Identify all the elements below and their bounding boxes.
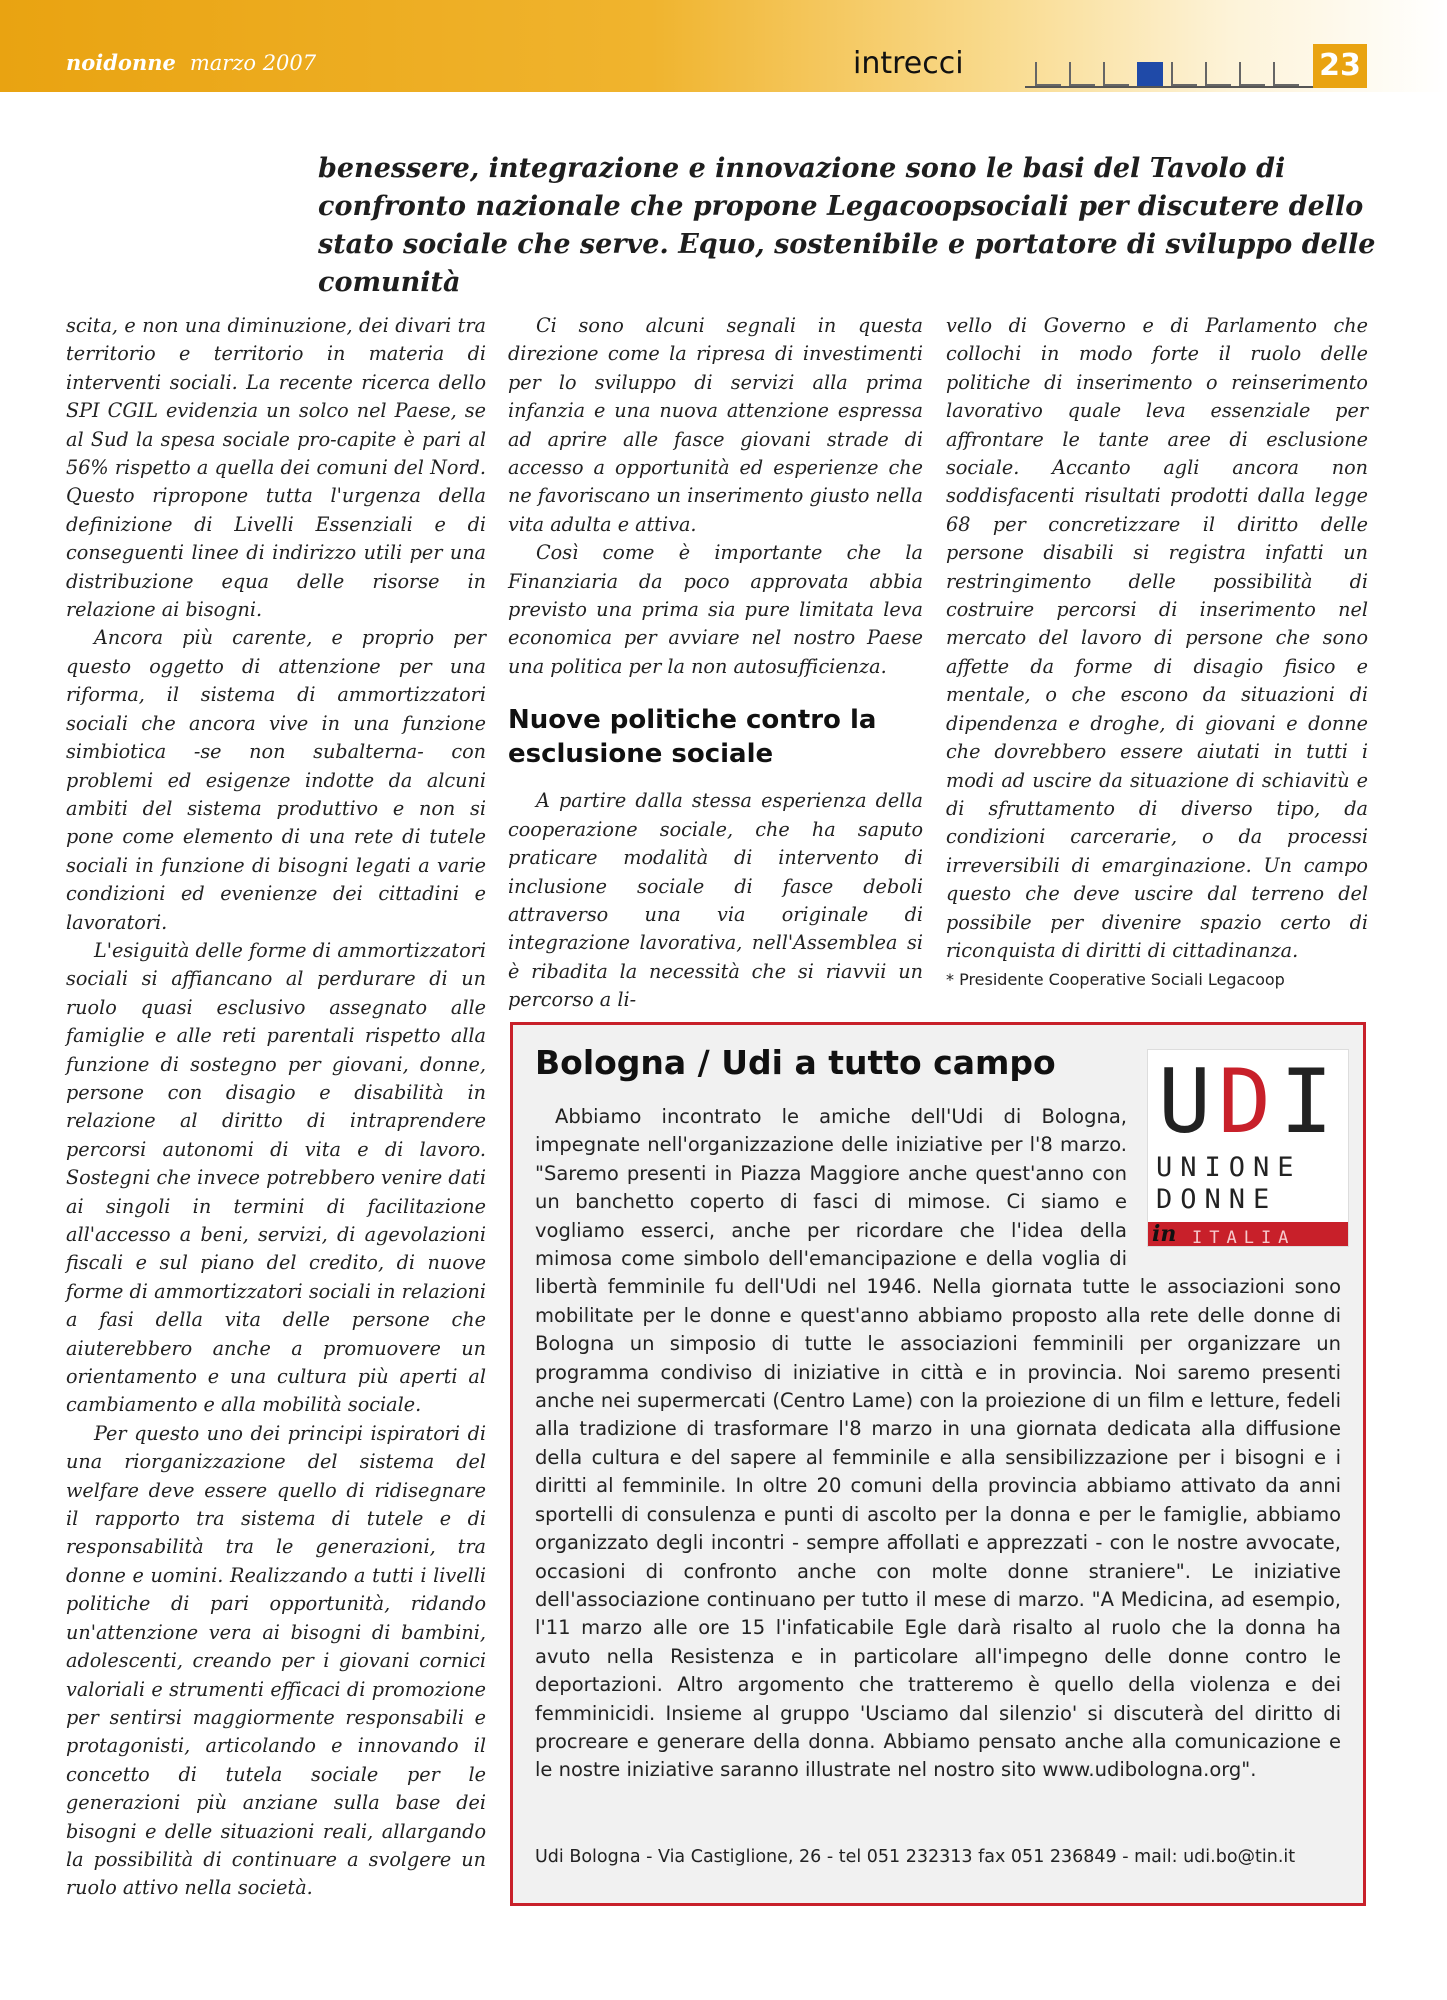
logo-letter-u: U bbox=[1158, 1050, 1211, 1153]
box-paragraph: Abbiamo incontrato le amiche dell'Udi di Bologna, impegnate nell'organizzazione delle iniziative per l'8 marzo. "Saremo presenti in Piazza Maggiore anche quest'anno con un banchetto coperto di fasci di mimose. Ci siamo e vogliamo esserci, anche per ricordare che l'idea della mimosa come simbolo dell'emancipazione e della voglia di libertà femminile fu dell'Udi nel 1946. Nella giornata tutte le associazioni sono mobilitate per le donne e quest'anno abbiamo proposto alla rete delle donne di Bologna un simposio di tutte le associazioni femminili per organizzare un programma condiviso di iniziative in città e in provincia. Noi saremo presenti anche nei supermercati (Centro Lame) con la proiezione di un film e letture, fedeli alla tradizione di trasformare l'8 marzo in una giornata dedicata alla diffusione della cultura e del sapere al femminile e alla sensibilizzazione per i bisogni e i diritti al femminile. In oltre 20 comuni della provincia abbiamo attivato da anni sportelli di consulenza e punti di ascolto per la donna e per le famiglie, abbiamo organizzato degli incontri - sempre affollati e apprezzati - con le nostre avvocate, occasioni di confronto anche con molte donne straniere". Le iniziative dell'associazione continuano per tutto il mese di marzo. "A Medicina, ad esempio, l'11 marzo alle ore 15 l'infaticabile Egle darà risalto al ruolo che la donna ha avuto nella Resistenza e in particolare all'impegno delle donne contro le deportazioni. Altro argomento che tratteremo è quello della violenza e dei femminicidi. Insieme al gruppo 'Usciamo dal silenzio' si discuterà del diritto di procreare e generare della donna. Abbiamo pensato anche alla comunicazione e le nostre iniziative saranno illustrate nel nostro sito www.udibologna.org". bbox=[535, 1105, 1341, 1782]
udi-logo-icon bbox=[1147, 1049, 1349, 1247]
indicator-box-active bbox=[1137, 62, 1163, 86]
logo-word-unione: UNIONE bbox=[1156, 1152, 1302, 1183]
logo-letter-d: D bbox=[1218, 1050, 1271, 1153]
indicator-rule bbox=[1025, 86, 1315, 88]
magazine-masthead bbox=[66, 50, 316, 75]
header-band bbox=[0, 0, 1447, 92]
paragraph: Così come è importante che la Finanziaria da poco approvata abbia previsto una prima sia pure limitata leva economica per avviare nel nostro Paese una politica per la non autosufficienza. bbox=[508, 541, 923, 678]
logo-word-donne: DONNE bbox=[1156, 1184, 1278, 1215]
paragraph: A partire dalla stessa esperienza della cooperazione sociale, che ha saputo praticare modalità di intervento di inclusione sociale di fasce deboli attraverso una via originale di integrazione lavorativa, nell'Assemblea si è ribadita la necessità che si riavvii un percorso a li- bbox=[508, 789, 923, 1012]
sidebar-box-udi-bologna bbox=[510, 1022, 1366, 1906]
article-column-2 bbox=[508, 312, 923, 1015]
indicator-box bbox=[1171, 62, 1197, 86]
paragraph: vello di Governo e di Parlamento che collochi in modo forte il ruolo delle politiche di inserimento o reinserimento lavorativo quale leva essenziale per affrontare le tante aree di esclusione sociale. Accanto agli ancora non soddisfacenti risultati prodotti dalla legge 68 per concretizzare il diritto delle persone disabili si registra infatti un restringimento delle possibilità di costruire percorsi di inserimento nel mercato del lavoro di persone che sono affette da forme di disagio fisico e mentale, o che escono da situazioni di dipendenza e droghe, di giovani e donne che dovrebbero essere aiutati in tutti i modi ad uscire da situazione di schiavitù e di sfruttamento di diverso tipo, da condizioni carcerarie, o da processi irreversibili di emarginazione. Un campo questo che deve uscire dal terreno del possibile per divenire spazio certo di riconquista di diritti di cittadinanza. bbox=[946, 314, 1368, 962]
paragraph: Per questo uno dei principi ispiratori di una riorganizzazione del sistema del welfare deve essere quello di ridisegnare il rapporto tra sistema di tutele e di responsabilità tra le generazioni, tra donne e uomini. Realizzando a tutti i livelli politiche di pari opportunità, ridando un'attenzione vera ai bisogni di bambini, adolescenti, creando per i giovani cornici valoriali e strumenti efficaci di promozione per sentirsi maggiormente responsabili e protagonisti, articolando e innovando il concetto di tutela sociale per le generazioni più anziane sulla base dei bisogni e delle situazioni reali, allargando la possibilità di continuare a svolgere un ruolo attivo nella società. bbox=[66, 1421, 486, 1900]
issue-date: marzo 2007 bbox=[189, 51, 317, 75]
magazine-name: noidonne bbox=[66, 50, 176, 75]
indicator-box bbox=[1069, 62, 1095, 86]
section-indicator-icon bbox=[1035, 62, 1305, 90]
section-subheading: Nuove politiche contro la esclusione sociale bbox=[508, 705, 877, 770]
paragraph: Ci sono alcuni segnali in questa direzione come la ripresa di investimenti per lo sviluppo di servizi alla prima infanzia e una nuova attenzione espressa ad aprire alle fasce giovani strade di accesso a opportunità ed esperienze che ne favoriscano un inserimento giusto nella vita adulta e attiva. bbox=[508, 314, 923, 536]
logo-red-bar bbox=[1148, 1222, 1348, 1246]
indicator-box bbox=[1239, 62, 1265, 86]
paragraph: Ancora più carente, e proprio per questo oggetto di attenzione per una riforma, il sistema di ammortizzatori sociali che ancora vive in una funzione simbiotica -se non subalterna- con problemi ed esigenze indotte da alcuni ambiti del sistema produttivo e non si pone come elemento di una rete di tutele sociali in funzione di bisogni legati a varie condizioni ed evenienze dei cittadini e lavoratori. bbox=[66, 626, 486, 934]
paragraph: L'esiguità delle forme di ammortizzatori sociali si affiancano al perdurare di un ruolo quasi esclusivo assegnato alle famiglie e alle reti parentali rispetto alla funzione di sostegno per giovani, donne, persone con disagio e disabilità in relazione al diritto di intraprendere percorsi autonomi di vita e di lavoro. Sostegni che invece potrebbero venire dati ai singoli in termini di facilitazione all'accesso a beni, servizi, di agevolazioni fiscali e sul piano del credito, di nuove forme di ammortizzatori sociali in relazioni a fasi della vita delle persone che aiuterebbero anche a promuovere un orientamento e una cultura più aperti al cambiamento e alla mobilità sociale. bbox=[66, 938, 486, 1417]
paragraph: scita, e non una diminuzione, dei divari tra territorio e territorio in materia di interventi sociali. La recente ricerca dello SPI CGIL evidenzia un solco nel Paese, se al Sud la spesa sociale pro-capite è pari al 56% rispetto a quella dei comuni del Nord. Questo ripropone tutta l'urgenza della definizione di Livelli Essenziali e di conseguenti linee di indirizzo utili per una distribuzione equa delle risorse in relazione ai bisogni. bbox=[66, 314, 486, 622]
logo-letter-i: I bbox=[1280, 1050, 1333, 1153]
author-credit: * Presidente Cooperative Sociali Legacoop bbox=[946, 970, 1285, 990]
box-contact-footer: Udi Bologna - Via Castiglione, 26 - tel 051 232313 fax 051 236849 - mail: udi.bo@tin.it bbox=[535, 1847, 1296, 1867]
indicator-box bbox=[1205, 62, 1231, 86]
logo-word-italia: ITALIA bbox=[1192, 1228, 1296, 1248]
section-title: intrecci bbox=[853, 46, 964, 81]
box-title: Bologna / Udi a tutto campo bbox=[535, 1043, 1056, 1082]
indicator-box bbox=[1103, 62, 1129, 86]
indicator-box bbox=[1273, 62, 1299, 86]
article-column-3 bbox=[946, 312, 1368, 993]
logo-word-in: in bbox=[1152, 1221, 1177, 1247]
article-column-1 bbox=[66, 312, 486, 1903]
udi-logo-wrapper bbox=[1147, 1049, 1351, 1259]
page-number: 23 bbox=[1313, 44, 1367, 88]
article-lead: benessere, integrazione e innovazione sono le basi del Tavolo di confronto nazionale che propone Legacoopsociali per discutere dello stato sociale che serve. Equo, sostenibile e portatore di sviluppo delle comunità bbox=[318, 153, 1376, 298]
indicator-box bbox=[1035, 62, 1061, 86]
